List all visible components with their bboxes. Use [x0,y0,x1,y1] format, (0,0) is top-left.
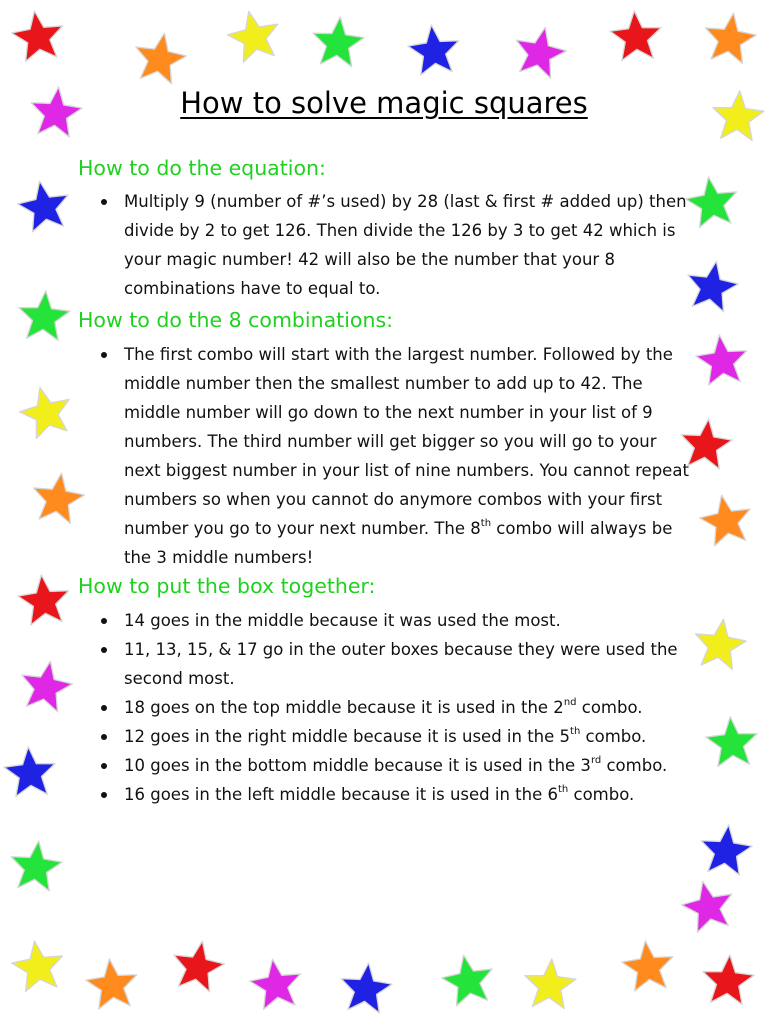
heading-equation: How to do the equation: [78,156,326,180]
combinations-list [98,340,698,572]
list-item: Multiply 9 (number of #’s used) by 28 (last & first # added up) then divide by 2 to get 126. Then divide the 126 by 3 to get 42 which is your magic number! 42 will also be the number that your 8 combinations have to equal to. [98,187,698,303]
star-icon [14,654,79,719]
star-icon [221,3,287,69]
star-icon [606,6,666,66]
star-icon [26,466,89,529]
page-title: How to solve magic squares [180,86,588,120]
box-list [98,606,698,809]
star-icon [244,952,307,1015]
equation-list [98,187,698,303]
star-icon [308,12,369,73]
star-icon [691,329,753,391]
list-item: 18 goes on the top middle because it is used in the 2nd combo. [98,693,698,722]
star-icon [675,873,741,939]
star-icon [81,953,143,1015]
list-item: The first combo will start with the largest number. Followed by the middle number then the smallest number to add up to 42. The middle number will go down to the next number in your list of 9 numbers. The third number will get bigger so you will go to your next biggest number in your list of nine numbers. You cannot repeat numbers so when you cannot do anymore combos with your first number you go to your next number. The 8th combo will always be the 3 middle numbers! [98,340,698,572]
star-icon [13,569,75,631]
list-item: 10 goes in the bottom middle because it is used in the 3rd combo. [98,751,698,780]
star-icon [702,712,762,772]
list-item: 16 goes in the left middle because it is used in the 6th combo. [98,780,698,809]
star-icon [436,948,501,1013]
list-item: 11, 13, 15, & 17 go in the outer boxes because they were used the second most. [98,635,698,693]
star-icon [14,286,74,346]
star-icon [0,742,60,802]
list-item: 12 goes in the right middle because it is used in the 5th combo. [98,722,698,751]
star-icon [166,934,231,999]
star-icon [128,26,193,91]
star-icon [6,934,69,997]
heading-box: How to put the box together: [78,574,376,598]
star-icon [403,19,465,81]
heading-combinations: How to do the 8 combinations: [78,308,394,332]
star-icon [520,954,580,1014]
star-icon [698,6,761,69]
star-icon [6,4,69,67]
star-icon [617,935,679,997]
star-icon [335,957,397,1019]
star-icon [12,174,77,239]
star-icon [694,488,759,553]
star-icon [5,835,67,897]
star-icon [12,378,80,446]
star-icon [695,819,757,881]
list-item: 14 goes in the middle because it was used the most. [98,606,698,635]
star-icon [698,950,758,1010]
star-icon [507,19,573,85]
